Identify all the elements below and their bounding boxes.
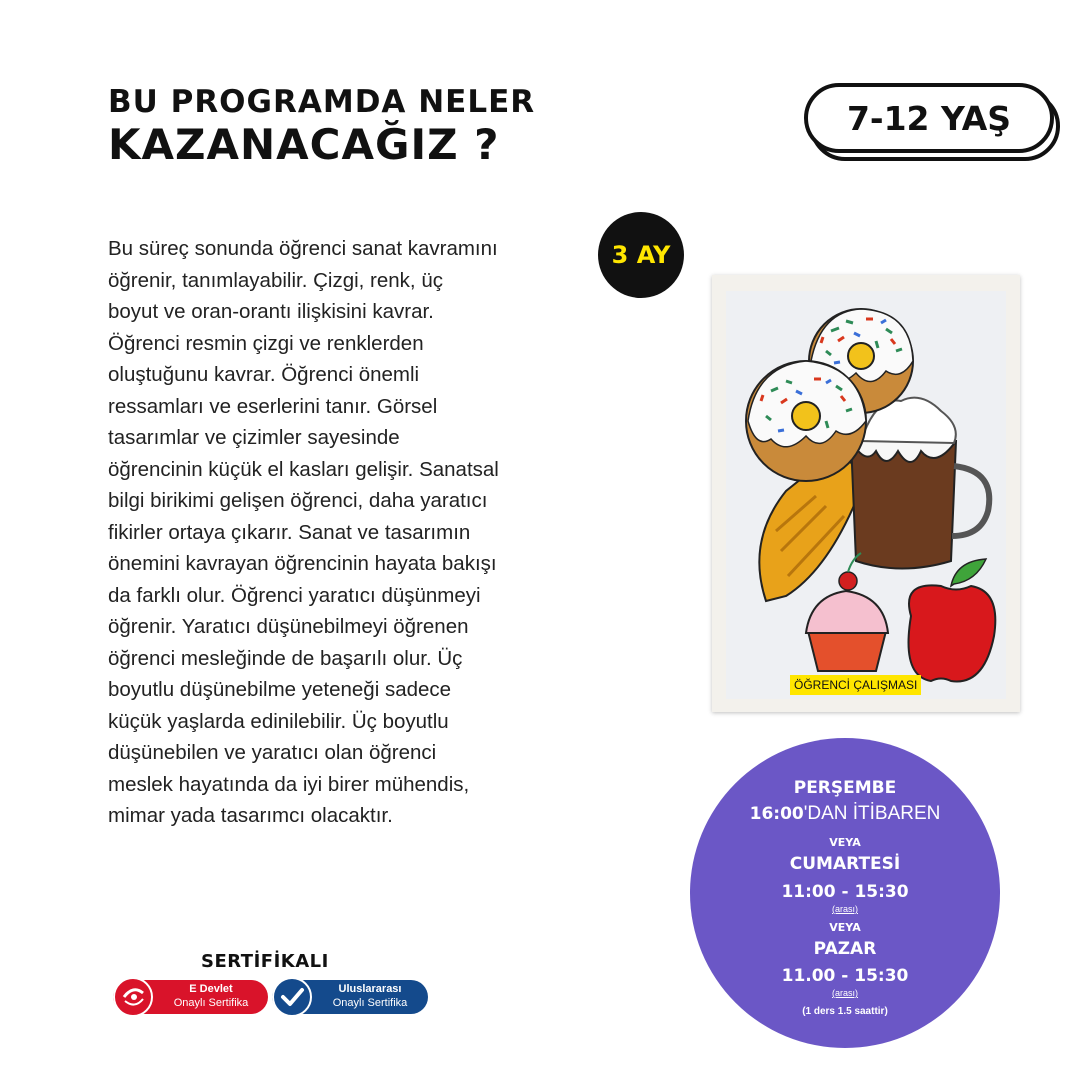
description-line: meslek hayatında da iyi birer mühendis,: [108, 772, 470, 796]
description-line: tasarımlar ve çizimler sayesinde: [108, 426, 400, 449]
international-badge-line2: Onaylı Sertifika: [332, 997, 408, 1009]
title-line-1: BU PROGRAMDA NELER: [108, 84, 536, 120]
schedule-or-1: VEYA: [829, 836, 861, 849]
age-range-badge: [804, 83, 1054, 153]
schedule-day-thursday: PERŞEMBE: [793, 778, 897, 798]
lesson-duration-note: (1 ders 1.5 saattir): [802, 1006, 888, 1017]
description-line: ressamları ve eserlerini tanır. Görsel: [108, 394, 438, 418]
certificate-title: SERTİFİKALI: [201, 951, 329, 972]
description-line: öğrencinin küçük el kasları gelişir. Sanatsal: [108, 457, 499, 481]
schedule-or-2: VEYA: [829, 921, 861, 934]
description-line: Bu süreç sonunda öğrenci sanat kavramını: [108, 237, 498, 260]
description-line: bilgi birikimi gelişen öğrenci, daha yaratıcı: [108, 489, 488, 512]
e-devlet-badge-line2: Onaylı Sertifika: [173, 997, 249, 1009]
e-devlet-logo-icon: [113, 977, 153, 1017]
thursday-from-label: 'DAN İTİBAREN: [803, 803, 941, 824]
description-line: öğrenir. Yaratıcı düşünebilmeyi öğrenen: [108, 615, 469, 638]
sweets-drawing-icon: [726, 291, 1006, 699]
description-line: öğrenir, tanımlayabilir. Çizgi, renk, üç: [108, 268, 443, 292]
description-line: küçük yaşlarda edinilebilir. Üç boyutlu: [108, 709, 449, 733]
artwork-caption: ÖĞRENCİ ÇALIŞMASI: [790, 675, 921, 695]
description-line: boyut ve oran-orantı ilişkisini kavrar.: [108, 300, 434, 323]
e-devlet-certificate-badge: [113, 980, 268, 1014]
saturday-range-note: (arası): [831, 904, 858, 914]
title-line-2: KAZANACAĞIZ ?: [108, 120, 500, 169]
duration-badge: 3 AY: [598, 212, 684, 298]
sunday-range-note: (arası): [831, 988, 858, 998]
description-line: da farklı olur. Öğrenci yaratıcı düşünmeyi: [108, 583, 481, 607]
age-badge-label: 7-12 YAŞ: [804, 83, 1054, 153]
student-artwork-photo: [712, 275, 1020, 712]
description-line: boyutlu düşünebilme yeteneği sadece: [108, 678, 452, 701]
checkmark-icon: [272, 977, 312, 1017]
international-badge-line1: Uluslararası: [338, 983, 402, 995]
program-description: [108, 233, 548, 832]
thursday-start-time: 16:00: [749, 804, 804, 824]
description-line: fikirler ortaya çıkarır. Sanat ve tasarımın: [108, 520, 471, 544]
saturday-time-range: 11:00 - 15:30: [781, 882, 909, 902]
schedule-day-saturday: CUMARTESİ: [789, 854, 901, 874]
description-line: önemini kavrayan öğrencinin hayata bakışı: [108, 552, 497, 575]
sunday-time-range: 11.00 - 15:30: [781, 966, 909, 986]
international-certificate-badge: [272, 980, 428, 1014]
schedule-thursday-time: [690, 803, 1000, 825]
description-line: düşünebilen ve yaratıcı olan öğrenci: [108, 741, 437, 764]
schedule-day-sunday: PAZAR: [813, 939, 877, 959]
description-line: oluştuğunu kavrar. Öğrenci önemli: [108, 363, 420, 386]
artwork-drawing: [726, 291, 1006, 699]
e-devlet-badge-line1: E Devlet: [189, 983, 233, 995]
schedule-circle: [690, 738, 1000, 1048]
description-line: mimar yada tasarımcı olacaktır.: [108, 804, 393, 827]
description-line: Öğrenci resmin çizgi ve renklerden: [108, 331, 424, 355]
description-line: öğrenci mesleğinde de başarılı olur. Üç: [108, 646, 463, 670]
